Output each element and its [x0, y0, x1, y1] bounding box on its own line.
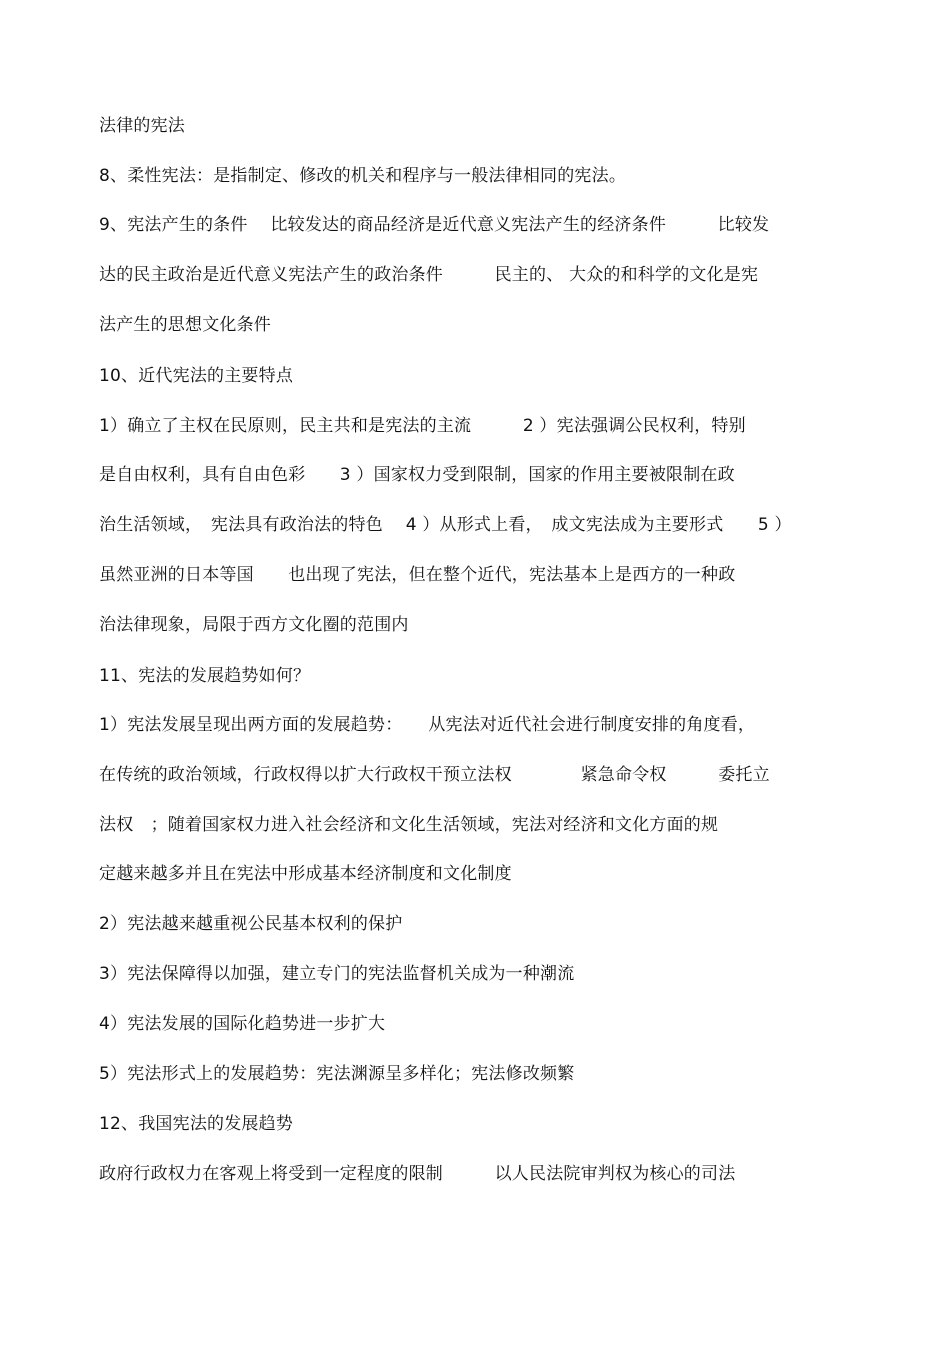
text-line: 在传统的政治领域，行政权得以扩大行政权干预立法权 紧急命令权 委托立 — [99, 765, 770, 785]
text-line: 法产生的思想文化条件 — [99, 315, 271, 335]
text-line: 达的民主政治是近代意义宪法产生的政治条件 民主的、 大众的和科学的文化是宪 — [99, 265, 759, 285]
text-line: 法律的宪法 — [99, 116, 185, 136]
text-line: 1）确立了主权在民原则，民主共和是宪法的主流 2 ）宪法强调公民权利，特别 — [99, 416, 746, 436]
text-line: 治生活领域， 宪法具有政治法的特色 4 ）从形式上看， 成文宪法成为主要形式 5 ） — [99, 515, 792, 535]
text-line: 是自由权利，具有自由色彩 3 ）国家权力受到限制，国家的作用主要被限制在政 — [99, 465, 735, 485]
text-line: 虽然亚洲的日本等国 也出现了宪法，但在整个近代，宪法基本上是西方的一种政 — [99, 565, 736, 585]
section-heading: 11、宪法的发展趋势如何？ — [99, 666, 311, 686]
text-line: 1）宪法发展呈现出两方面的发展趋势： 从宪法对近代社会进行制度安排的角度看， — [99, 715, 756, 735]
text-line: 法权 ；随着国家权力进入社会经济和文化生活领域，宪法对经济和文化方面的规 — [99, 815, 719, 835]
text-line: 政府行政权力在客观上将受到一定程度的限制 以人民法院审判权为核心的司法 — [99, 1164, 736, 1184]
text-line: 3）宪法保障得以加强，建立专门的宪法监督机关成为一种潮流 — [99, 964, 575, 984]
text-line: 8、柔性宪法：是指制定、修改的机关和程序与一般法律相同的宪法。 — [99, 166, 627, 186]
text-line: 9、宪法产生的条件 比较发达的商品经济是近代意义宪法产生的经济条件 比较发 — [99, 215, 770, 235]
text-line: 4）宪法发展的国际化趋势进一步扩大 — [99, 1014, 386, 1034]
section-heading: 10、近代宪法的主要特点 — [99, 366, 294, 386]
text-line: 治法律现象，局限于西方文化圈的范围内 — [99, 615, 409, 635]
text-line: 定越来越多并且在宪法中形成基本经济制度和文化制度 — [99, 864, 512, 884]
text-line: 5）宪法形式上的发展趋势：宪法渊源呈多样化；宪法修改频繁 — [99, 1064, 575, 1084]
section-heading: 12、我国宪法的发展趋势 — [99, 1114, 294, 1134]
text-line: 2）宪法越来越重视公民基本权利的保护 — [99, 914, 403, 934]
